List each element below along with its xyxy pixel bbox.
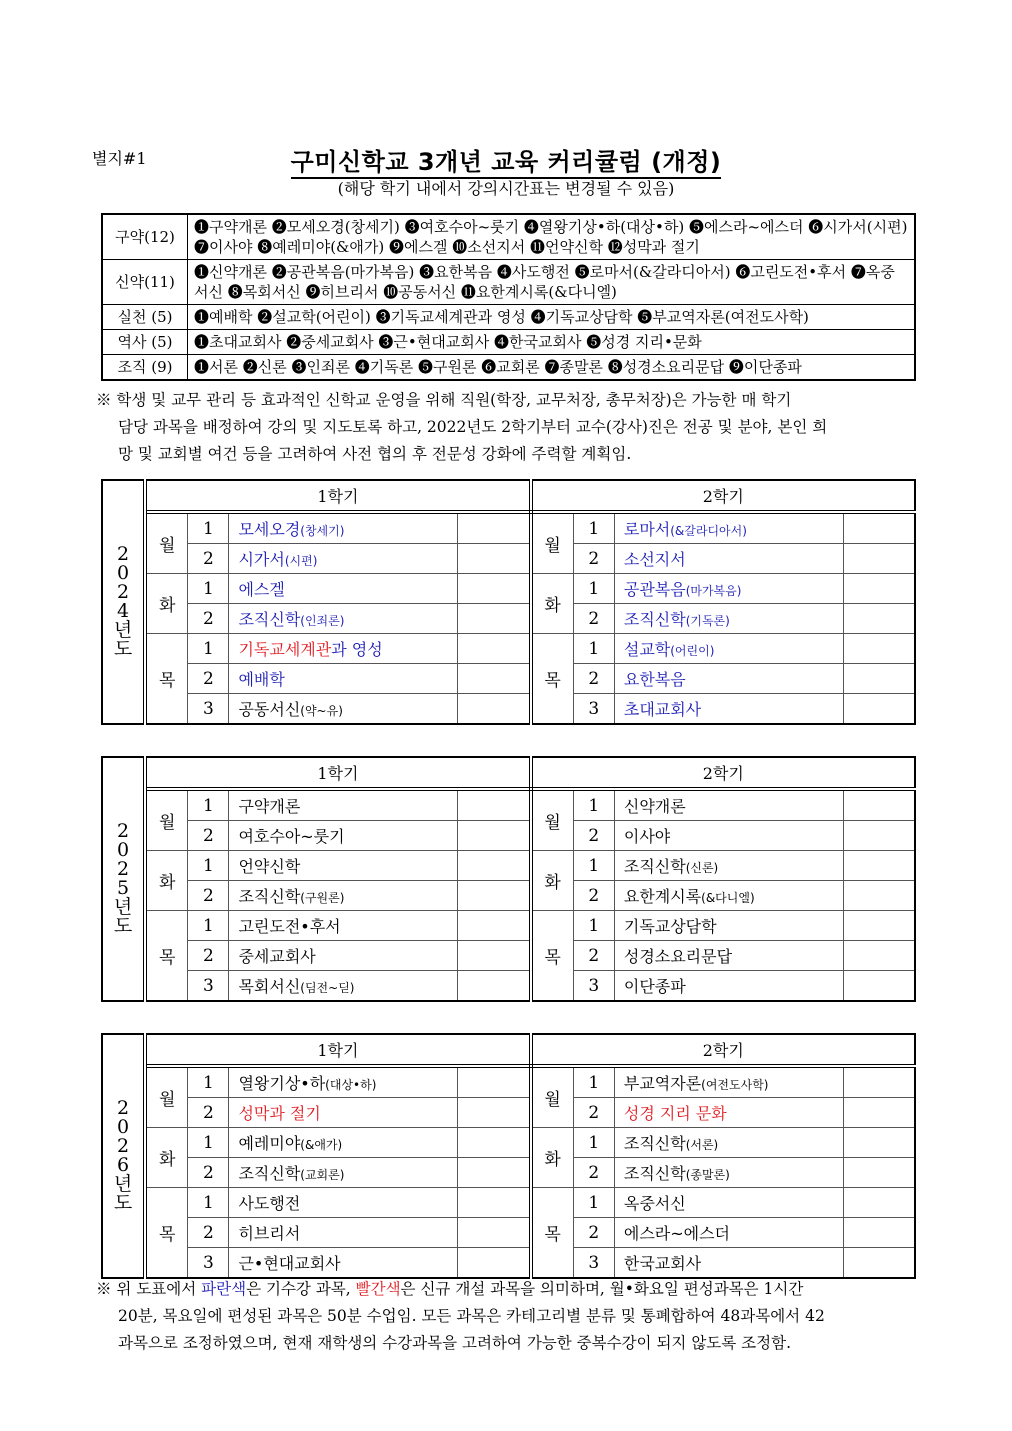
course-cell — [614, 512, 843, 544]
course-text: (시편) — [284, 554, 318, 568]
table-row — [102, 851, 915, 881]
course-text: 옥중서신 — [623, 1194, 686, 1213]
course-cell — [614, 544, 843, 574]
instructor-cell — [843, 664, 915, 694]
note-line: 20분, 목요일에 편성된 과목은 50분 수업임. 모든 과목은 카테고리별 분류 및 통폐합하여 48과목에서 42 — [118, 1307, 825, 1325]
period-number: 2 — [573, 544, 614, 574]
year-char: 2 — [117, 543, 130, 565]
year-label — [102, 1034, 145, 1278]
table-row — [102, 1188, 915, 1218]
instructor-cell — [843, 1158, 915, 1188]
day-label: 월 — [531, 1066, 574, 1128]
category-courses: ❶신약개론 ❷공관복음(마가복음) ❸요한복음 ❹사도행전 ❺로마서(&갈라디아서) ❻고린도전•후서 ❼옥중서신 ❽목회서신 ❾히브리서 ❿공동서신 ⓫요한계시록(&다니엘) — [188, 260, 916, 305]
instructor-cell — [843, 1128, 915, 1158]
course-cell — [614, 881, 843, 911]
course-cell — [614, 694, 843, 725]
course-cell — [229, 851, 458, 881]
course-cell — [229, 1248, 458, 1279]
course-text: (인죄론) — [300, 614, 345, 628]
course-cell — [614, 971, 843, 1002]
course-cell — [229, 544, 458, 574]
course-cell — [229, 1188, 458, 1218]
period-number: 3 — [188, 971, 229, 1002]
instructor-cell — [458, 664, 531, 694]
day-label: 목 — [531, 1188, 574, 1279]
category-courses: ❶서론 ❷신론 ❸인죄론 ❹기독론 ❺구원론 ❻교회론 ❼종말론 ❽성경소요리문답 ❾이단종파 — [188, 355, 916, 381]
attachment-label: 별지#1 — [92, 149, 147, 168]
course-text: (신론) — [685, 861, 719, 875]
day-label: 화 — [531, 1128, 574, 1188]
course-text: 한국교회사 — [623, 1254, 702, 1273]
category-courses: ❶예배학 ❷설교학(어린이) ❸기독교세계관과 영성 ❹기독교상담학 ❺부교역자론(여전도사학) — [188, 305, 916, 330]
course-cell — [614, 1188, 843, 1218]
course-text: 언약신학 — [238, 857, 301, 876]
course-cell — [229, 941, 458, 971]
course-text: 사도행전 — [238, 1194, 301, 1213]
day-label: 화 — [531, 851, 574, 911]
semester-header: 2학기 — [531, 1034, 915, 1066]
period-number: 1 — [573, 1188, 614, 1218]
period-number: 2 — [188, 941, 229, 971]
semester-header: 2학기 — [531, 480, 915, 512]
course-text: 여호수아~룻기 — [238, 827, 345, 846]
semester-header: 2학기 — [531, 757, 915, 789]
period-number: 1 — [573, 1066, 614, 1098]
course-text: 모세오경 — [238, 520, 301, 539]
instructor-cell — [843, 941, 915, 971]
course-text: (기독론) — [685, 614, 730, 628]
course-text: 조직신학 — [623, 857, 686, 876]
period-number: 1 — [188, 512, 229, 544]
course-text: 중세교회사 — [238, 947, 316, 966]
course-cell — [229, 1066, 458, 1098]
course-cell — [229, 604, 458, 634]
category-label: 신약(11) — [102, 260, 188, 305]
table-row — [102, 574, 915, 604]
year-char: 0 — [117, 839, 130, 861]
course-cell — [229, 1128, 458, 1158]
table-row — [102, 941, 915, 971]
instructor-cell — [458, 1098, 531, 1128]
course-text: 로마서 — [623, 520, 671, 539]
table-row — [102, 1218, 915, 1248]
table-row — [102, 544, 915, 574]
day-label: 화 — [145, 1128, 188, 1188]
day-label: 월 — [145, 1066, 188, 1128]
category-row — [102, 260, 915, 305]
course-text: 열왕기상•하 — [238, 1074, 326, 1093]
course-cell — [229, 911, 458, 941]
category-row — [102, 214, 915, 260]
instructor-cell — [843, 1098, 915, 1128]
course-text: 요한계시록 — [623, 887, 702, 906]
category-table — [101, 213, 916, 381]
course-text: (대상•하) — [325, 1078, 377, 1092]
period-number: 2 — [188, 1158, 229, 1188]
course-text: (마가복음) — [685, 584, 742, 598]
table-row — [102, 1248, 915, 1279]
year-char: 2 — [117, 858, 130, 880]
course-text: 이단종파 — [623, 977, 686, 996]
course-cell — [229, 694, 458, 725]
course-cell — [614, 1128, 843, 1158]
period-number: 1 — [573, 634, 614, 664]
day-label: 월 — [531, 789, 574, 851]
instructor-cell — [843, 971, 915, 1002]
course-cell — [614, 574, 843, 604]
course-cell — [614, 821, 843, 851]
course-text: (창세기) — [300, 524, 345, 538]
course-text: 히브리서 — [238, 1224, 301, 1243]
course-text: 조직신학 — [238, 1164, 301, 1183]
course-cell — [229, 971, 458, 1002]
instructor-cell — [843, 1066, 915, 1098]
day-label: 월 — [531, 512, 574, 574]
instructor-cell — [458, 574, 531, 604]
semester-header: 1학기 — [145, 757, 530, 789]
course-text: 성경소요리문답 — [623, 947, 733, 966]
course-text: 설교학 — [623, 640, 671, 659]
year-char: 4 — [117, 600, 130, 622]
course-text: (종말론) — [685, 1168, 730, 1182]
course-text: (&다니엘) — [701, 891, 755, 905]
period-number: 1 — [573, 911, 614, 941]
course-cell — [229, 821, 458, 851]
course-text: 예배학 — [238, 670, 285, 689]
period-number: 1 — [188, 634, 229, 664]
instructor-cell — [843, 604, 915, 634]
note-staff — [96, 387, 916, 468]
semester-header: 1학기 — [145, 480, 530, 512]
period-number: 1 — [188, 789, 229, 821]
course-text: 조직신학 — [623, 1134, 686, 1153]
instructor-cell — [458, 1158, 531, 1188]
period-number: 2 — [573, 941, 614, 971]
course-cell — [614, 851, 843, 881]
day-label: 목 — [145, 634, 188, 725]
note-line: ※ 학생 및 교무 관리 등 효과적인 신학교 운영을 위해 직원(학장, 교무처장, 총무처장)은 가능한 매 학기 — [96, 391, 792, 409]
day-label: 화 — [145, 574, 188, 634]
table-row — [102, 1128, 915, 1158]
year-char: 년 — [113, 896, 133, 918]
period-number: 1 — [573, 512, 614, 544]
period-number: 3 — [573, 1248, 614, 1279]
course-text: 신약개론 — [623, 797, 686, 816]
course-text: 고린도전•후서 — [238, 917, 341, 936]
course-text: (&애가) — [300, 1138, 343, 1152]
instructor-cell — [458, 1128, 531, 1158]
table-row — [102, 1158, 915, 1188]
course-cell — [229, 664, 458, 694]
year-char: 0 — [117, 1116, 130, 1138]
period-number: 1 — [573, 789, 614, 821]
day-label: 목 — [145, 911, 188, 1002]
period-number: 1 — [573, 851, 614, 881]
legend-blue-word: 파란색 — [201, 1280, 247, 1298]
course-text: (교회론) — [300, 1168, 345, 1182]
course-text: (약~유) — [300, 704, 343, 718]
course-text: 과 영성 — [331, 640, 383, 659]
period-number: 1 — [188, 911, 229, 941]
course-text: 구약개론 — [238, 797, 301, 816]
course-text: (딤전~딛) — [300, 981, 355, 995]
table-row — [102, 664, 915, 694]
course-text: 초대교회사 — [623, 700, 702, 719]
instructor-cell — [843, 789, 915, 821]
course-text: 목회서신 — [238, 977, 301, 996]
period-number: 2 — [573, 1218, 614, 1248]
instructor-cell — [843, 574, 915, 604]
course-text: (구원론) — [300, 891, 345, 905]
period-number: 1 — [188, 851, 229, 881]
course-cell — [614, 604, 843, 634]
year-char: 년 — [113, 619, 133, 641]
table-row — [102, 821, 915, 851]
course-text: 요한복음 — [623, 670, 686, 689]
instructor-cell — [458, 881, 531, 911]
course-text: (어린이) — [670, 644, 715, 658]
period-number: 3 — [188, 1248, 229, 1279]
table-row — [102, 911, 915, 941]
table-row — [102, 971, 915, 1002]
instructor-cell — [458, 911, 531, 941]
course-text: (&갈라디아서) — [670, 524, 747, 538]
table-row — [102, 604, 915, 634]
table-row — [102, 634, 915, 664]
instructor-cell — [458, 544, 531, 574]
table-row — [102, 512, 915, 544]
year-char: 년 — [113, 1173, 133, 1195]
year-label — [102, 757, 145, 1001]
period-number: 2 — [188, 544, 229, 574]
period-number: 3 — [188, 694, 229, 725]
course-cell — [229, 634, 458, 664]
period-number: 2 — [188, 604, 229, 634]
category-label: 구약(12) — [102, 214, 188, 260]
course-cell — [614, 1218, 843, 1248]
period-number: 1 — [573, 574, 614, 604]
period-number: 2 — [188, 664, 229, 694]
semester-header-row — [102, 1034, 915, 1066]
year-char: 5 — [117, 877, 130, 899]
period-number: 3 — [573, 971, 614, 1002]
table-row — [102, 789, 915, 821]
course-text: 이사야 — [623, 827, 671, 846]
period-number: 2 — [573, 1158, 614, 1188]
course-cell — [614, 1098, 843, 1128]
instructor-cell — [458, 1188, 531, 1218]
course-text: 공동서신 — [238, 700, 301, 719]
day-label: 화 — [531, 574, 574, 634]
semester-header: 1학기 — [145, 1034, 530, 1066]
year-label — [102, 480, 145, 724]
day-label: 목 — [145, 1188, 188, 1279]
instructor-cell — [458, 694, 531, 725]
course-cell — [614, 911, 843, 941]
course-cell — [229, 1098, 458, 1128]
category-label: 조직 (9) — [102, 355, 188, 381]
period-number: 2 — [573, 821, 614, 851]
category-label: 역사 (5) — [102, 330, 188, 355]
note-legend: ※ 위 도표에서 파란색은 기수강 과목, 빨간색은 신규 개설 과목을 의미하며, 월•화요일 편성과목은 1시간 20분, 목요일에 편성된 과목은 50분 수업임. 모든 과목은 카테고리별 분류 및 통폐합하여 48과목에서 42 과목으로 조정하였으며, 현재 재학생의 수강과목을 고려하여 가능한 중복수강이 되지 않도록 조정함. — [96, 1276, 916, 1357]
table-row — [102, 694, 915, 725]
day-label: 화 — [145, 851, 188, 911]
category-label: 실천 (5) — [102, 305, 188, 330]
period-number: 3 — [573, 694, 614, 725]
period-number: 2 — [188, 1218, 229, 1248]
year-char: 도 — [113, 1192, 133, 1214]
instructor-cell — [843, 634, 915, 664]
instructor-cell — [458, 634, 531, 664]
course-text: 소선지서 — [623, 550, 686, 569]
year-char: 도 — [113, 915, 133, 937]
year-char: 0 — [117, 562, 130, 584]
instructor-cell — [843, 851, 915, 881]
period-number: 1 — [573, 1128, 614, 1158]
course-text: (여전도사학) — [701, 1078, 769, 1092]
period-number: 1 — [188, 574, 229, 604]
course-text: 시가서 — [238, 550, 285, 569]
course-cell — [229, 1158, 458, 1188]
semester-header-row — [102, 480, 915, 512]
instructor-cell — [458, 604, 531, 634]
instructor-cell — [458, 851, 531, 881]
course-cell — [229, 574, 458, 604]
category-row — [102, 330, 915, 355]
period-number: 2 — [573, 664, 614, 694]
instructor-cell — [843, 544, 915, 574]
schedule-2026 — [101, 1033, 916, 1279]
note-line: 담당 과목을 배정하여 강의 및 지도토록 하고, 2022년도 2학기부터 교수(강사)진은 전공 및 분야, 본인 희 — [118, 418, 828, 436]
year-char: 2 — [117, 1135, 130, 1157]
course-text: 부교역자론 — [623, 1074, 702, 1093]
category-courses: ❶구약개론 ❷모세오경(창세기) ❸여호수아~룻기 ❹열왕기상•하(대상•하) ❺에스라~에스더 ❻시가서(시편) ❼이사야 ❽예레미야(&애가) ❾에스겔 ❿소선지서 ⓫언약신학 ⓬성막과 절기 — [188, 214, 916, 260]
table-row — [102, 881, 915, 911]
day-label: 월 — [145, 789, 188, 851]
instructor-cell — [458, 1248, 531, 1279]
period-number: 2 — [188, 1098, 229, 1128]
table-row — [102, 1066, 915, 1098]
course-text: 조직신학 — [623, 1164, 686, 1183]
instructor-cell — [458, 1066, 531, 1098]
period-number: 1 — [188, 1128, 229, 1158]
course-cell — [614, 664, 843, 694]
schedule-2025 — [101, 756, 916, 1002]
table-row — [102, 1098, 915, 1128]
course-cell — [614, 634, 843, 664]
note-line: 망 및 교회별 여건 등을 고려하여 사전 협의 후 전문성 강화에 주력할 계획임. — [118, 445, 632, 463]
instructor-cell — [843, 1218, 915, 1248]
course-cell — [229, 881, 458, 911]
category-courses: ❶초대교회사 ❷중세교회사 ❸근•현대교회사 ❹한국교회사 ❺성경 지리•문화 — [188, 330, 916, 355]
course-cell — [229, 789, 458, 821]
course-text: 에스겔 — [238, 580, 285, 599]
note-line: 과목으로 조정하였으며, 현재 재학생의 수강과목을 고려하여 가능한 중복수강이 되지 않도록 조정함. — [118, 1334, 792, 1352]
period-number: 2 — [188, 821, 229, 851]
course-cell — [229, 1218, 458, 1248]
course-text: 기독교상담학 — [623, 917, 717, 936]
instructor-cell — [458, 789, 531, 821]
day-label: 목 — [531, 911, 574, 1002]
page-title: 구미신학교 3개년 교육 커리큘럼 (개정) — [0, 142, 1012, 177]
course-text: 조직신학 — [623, 610, 686, 629]
instructor-cell — [458, 1218, 531, 1248]
course-cell — [614, 1158, 843, 1188]
instructor-cell — [458, 941, 531, 971]
period-number: 2 — [573, 1098, 614, 1128]
course-text: 근•현대교회사 — [238, 1254, 341, 1273]
category-row — [102, 305, 915, 330]
instructor-cell — [843, 1188, 915, 1218]
category-row — [102, 355, 915, 381]
instructor-cell — [843, 911, 915, 941]
semester-header-row — [102, 757, 915, 789]
course-text: 성막과 절기 — [238, 1104, 321, 1123]
legend-red-word: 빨간색 — [355, 1280, 401, 1298]
year-char: 2 — [117, 1097, 130, 1119]
instructor-cell — [843, 821, 915, 851]
instructor-cell — [843, 694, 915, 725]
course-cell — [614, 1066, 843, 1098]
year-char: 6 — [117, 1154, 130, 1176]
year-char: 2 — [117, 820, 130, 842]
period-number: 1 — [188, 1066, 229, 1098]
day-label: 월 — [145, 512, 188, 574]
page-subtitle: (해당 학기 내에서 강의시간표는 변경될 수 있음) — [337, 179, 675, 198]
instructor-cell — [458, 512, 531, 544]
period-number: 2 — [188, 881, 229, 911]
course-text: 에스라~에스더 — [623, 1224, 731, 1243]
course-cell — [614, 789, 843, 821]
period-number: 1 — [188, 1188, 229, 1218]
instructor-cell — [458, 821, 531, 851]
course-text: (서론) — [685, 1138, 719, 1152]
instructor-cell — [843, 881, 915, 911]
year-char: 2 — [117, 581, 130, 603]
course-text: 성경 지리 문화 — [623, 1104, 727, 1123]
schedule-2024 — [101, 479, 916, 725]
course-text: 기독교세계관 — [238, 640, 332, 659]
course-cell — [614, 1248, 843, 1279]
course-text: 조직신학 — [238, 887, 301, 906]
day-label: 목 — [531, 634, 574, 725]
instructor-cell — [843, 1248, 915, 1279]
course-text: 조직신학 — [238, 610, 301, 629]
period-number: 2 — [573, 881, 614, 911]
course-cell — [614, 941, 843, 971]
year-char: 도 — [113, 638, 133, 660]
course-cell — [229, 512, 458, 544]
period-number: 2 — [573, 604, 614, 634]
course-text: 예레미야 — [238, 1134, 301, 1153]
instructor-cell — [843, 512, 915, 544]
course-text: 공관복음 — [623, 580, 686, 599]
instructor-cell — [458, 971, 531, 1002]
